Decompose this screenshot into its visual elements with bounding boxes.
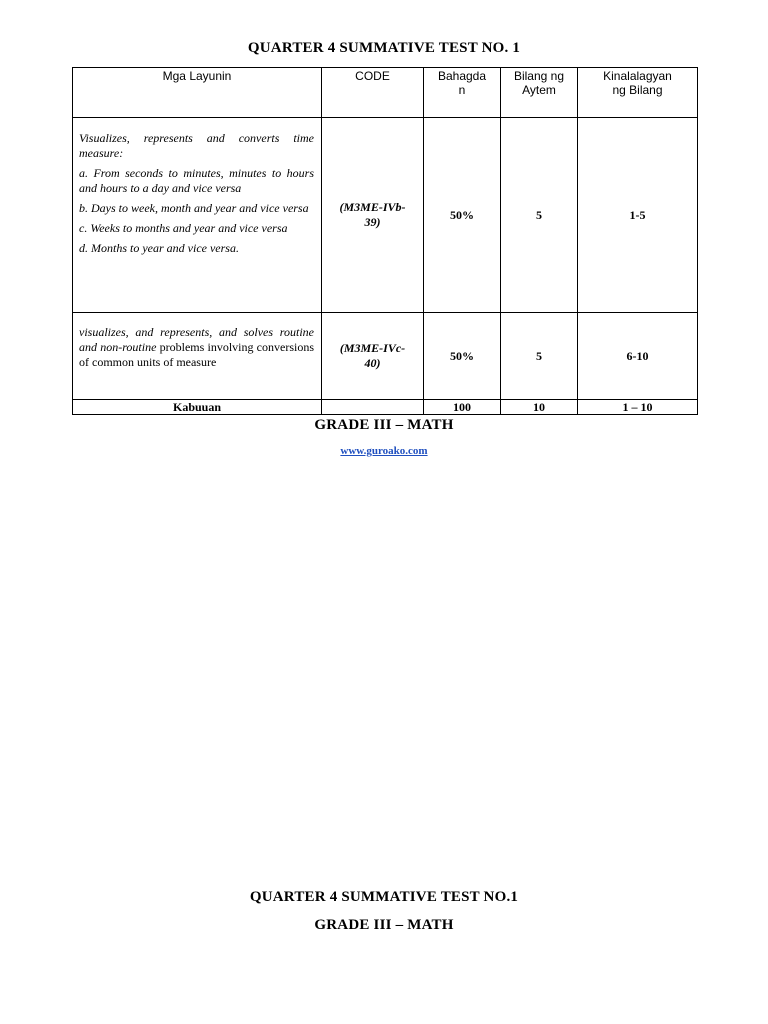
item-count-cell: 5 [501,313,578,400]
total-items: 10 [501,400,578,415]
header-item-count-line2: Aytem [522,83,556,97]
placement-cell: 1-5 [578,118,698,313]
percent-cell: 50% [424,313,501,400]
header-placement [578,68,698,118]
code-text: (M3ME-IVb-39) [339,200,406,229]
header-percent-line2: n [458,83,466,97]
item-count-cell: 5 [501,118,578,313]
objective-item: b. Days to week, month and year and vice versa [79,201,309,215]
header-item-count [501,68,578,118]
table-header-row [73,68,698,118]
header-objectives: Mga Layunin [73,68,322,118]
objective-item: d. Months to year and vice versa. [79,241,239,255]
objective-rest-text: problems involving conversions of common units of measure [79,340,315,369]
header-percent [424,68,501,118]
table-row [73,118,698,313]
total-label: Kabuuan [73,400,322,415]
total-percent: 100 [424,400,501,415]
placement-cell: 6-10 [578,313,698,400]
table-of-specifications [72,67,698,415]
objective-item: c. Weeks to months and year and vice versa [79,221,288,235]
objective-italic-text: visualizes, and represents, and solves routine and non-routine [79,325,314,354]
total-row [73,400,698,415]
code-cell [322,313,424,400]
header-item-count-line1: Bilang ng [513,69,565,83]
code-text: (M3ME-IVc-40) [339,341,406,370]
header-percent-line1: Bahagda [437,69,487,83]
website-link[interactable]: www.guroako.com [340,445,428,457]
header-placement-line2: ng Bilang [612,83,663,97]
header-placement-line1: Kinalalagyan [603,69,672,83]
document-title-repeat: QUARTER 4 SUMMATIVE TEST NO.1 [249,889,519,905]
total-placement: 1 – 10 [578,400,698,415]
objective-intro: Visualizes, represents and converts time measure: [79,131,314,160]
total-code [322,400,424,415]
header-code: CODE [322,68,424,118]
document-title: QUARTER 4 SUMMATIVE TEST NO. 1 [247,40,521,56]
objective-cell [73,118,322,313]
grade-subject-heading-repeat: GRADE III – MATH [314,917,454,933]
objective-item: a. From seconds to minutes, minutes to hours and hours to a day and vice versa [79,166,314,195]
code-cell [322,118,424,313]
objective-cell [73,313,322,400]
percent-cell: 50% [424,118,501,313]
website-link-wrap [0,445,768,457]
grade-subject-heading: GRADE III – MATH [314,417,454,433]
table-row [73,313,698,400]
